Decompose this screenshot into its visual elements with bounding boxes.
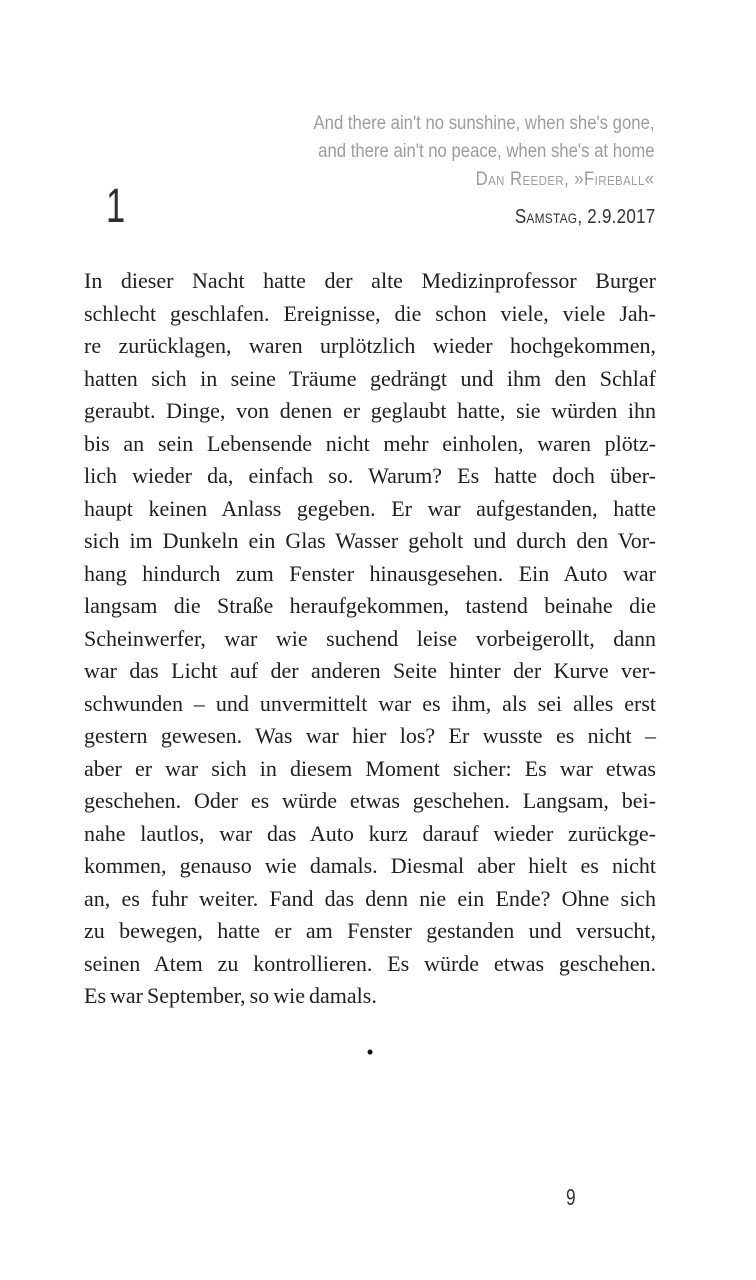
body-line: war das Licht auf der anderen Seite hinter der Kurve ver- xyxy=(84,658,656,683)
section-break-dot: • xyxy=(366,1040,374,1064)
body-line: zu bewegen, hatte er am Fenster gestanden und versucht, xyxy=(84,918,656,943)
body-line: kommen, genauso wie damals. Diesmal aber hielt es nicht xyxy=(84,853,656,878)
body-line: nahe lautlos, war das Auto kurz darauf wieder zurückge- xyxy=(84,820,656,846)
body-line: schwunden – und unvermittelt war es ihm, als sei alles erst xyxy=(84,690,656,716)
body-line: haupt keinen Anlass gegeben. Er war aufgestanden, hatte xyxy=(84,495,656,521)
epigraph-line: and there ain't no peace, when she's at home xyxy=(318,141,655,162)
body-line: an, es fuhr weiter. Fand das denn nie ein Ende? Ohne sich xyxy=(84,885,656,911)
body-line: geraubt. Dinge, von denen er geglaubt hatte, sie würden ihn xyxy=(84,398,656,423)
chapter-number: 1 xyxy=(106,180,126,233)
body-line: Scheinwerfer, war wie suchend leise vorbeigerollt, dann xyxy=(84,625,656,651)
body-line: re zurücklagen, waren urplötzlich wieder hochgekommen, xyxy=(84,333,656,358)
body-line: langsam die Straße heraufgekommen, tastend beinahe die xyxy=(84,593,656,618)
body-line: schlecht geschlafen. Ereignisse, die schon viele, viele Jah- xyxy=(84,300,656,326)
body-line: In dieser Nacht hatte der alte Medizinprofessor Burger xyxy=(84,268,656,293)
body-line: hatten sich in seine Träume gedrängt und ihm den Schlaf xyxy=(84,365,656,391)
body-line: seinen Atem zu kontrollieren. Es würde etwas geschehen. xyxy=(84,950,656,976)
chapter-date: Samstag, 2.9.2017 xyxy=(514,206,655,228)
body-line: gestern gewesen. Was war hier los? Er wusste es nicht – xyxy=(84,723,656,748)
body-line: Es war September, so wie damals. xyxy=(84,983,377,1008)
epigraph xyxy=(314,110,655,194)
epigraph-line: And there ain't no sunshine, when she's gone, xyxy=(313,113,655,134)
body-line: lich wieder da, einfach so. Warum? Es hatte doch über- xyxy=(84,463,656,488)
page-number: 9 xyxy=(566,1184,576,1210)
body-line: bis an sein Lebensende nicht mehr einholen, waren plötz- xyxy=(84,430,656,456)
body-line: geschehen. Oder es würde etwas geschehen. Langsam, bei- xyxy=(84,788,656,813)
body-line: aber er war sich in diesem Moment sicher: Es war etwas xyxy=(84,755,656,781)
epigraph-attribution: Dan Reeder, »Fireball« xyxy=(476,169,655,190)
body-line: hang hindurch zum Fenster hinausgesehen. Ein Auto war xyxy=(84,560,656,586)
body-text xyxy=(84,265,656,1013)
body-line: sich im Dunkeln ein Glas Wasser geholt und durch den Vor- xyxy=(84,528,656,553)
epigraph-lines xyxy=(314,110,655,166)
